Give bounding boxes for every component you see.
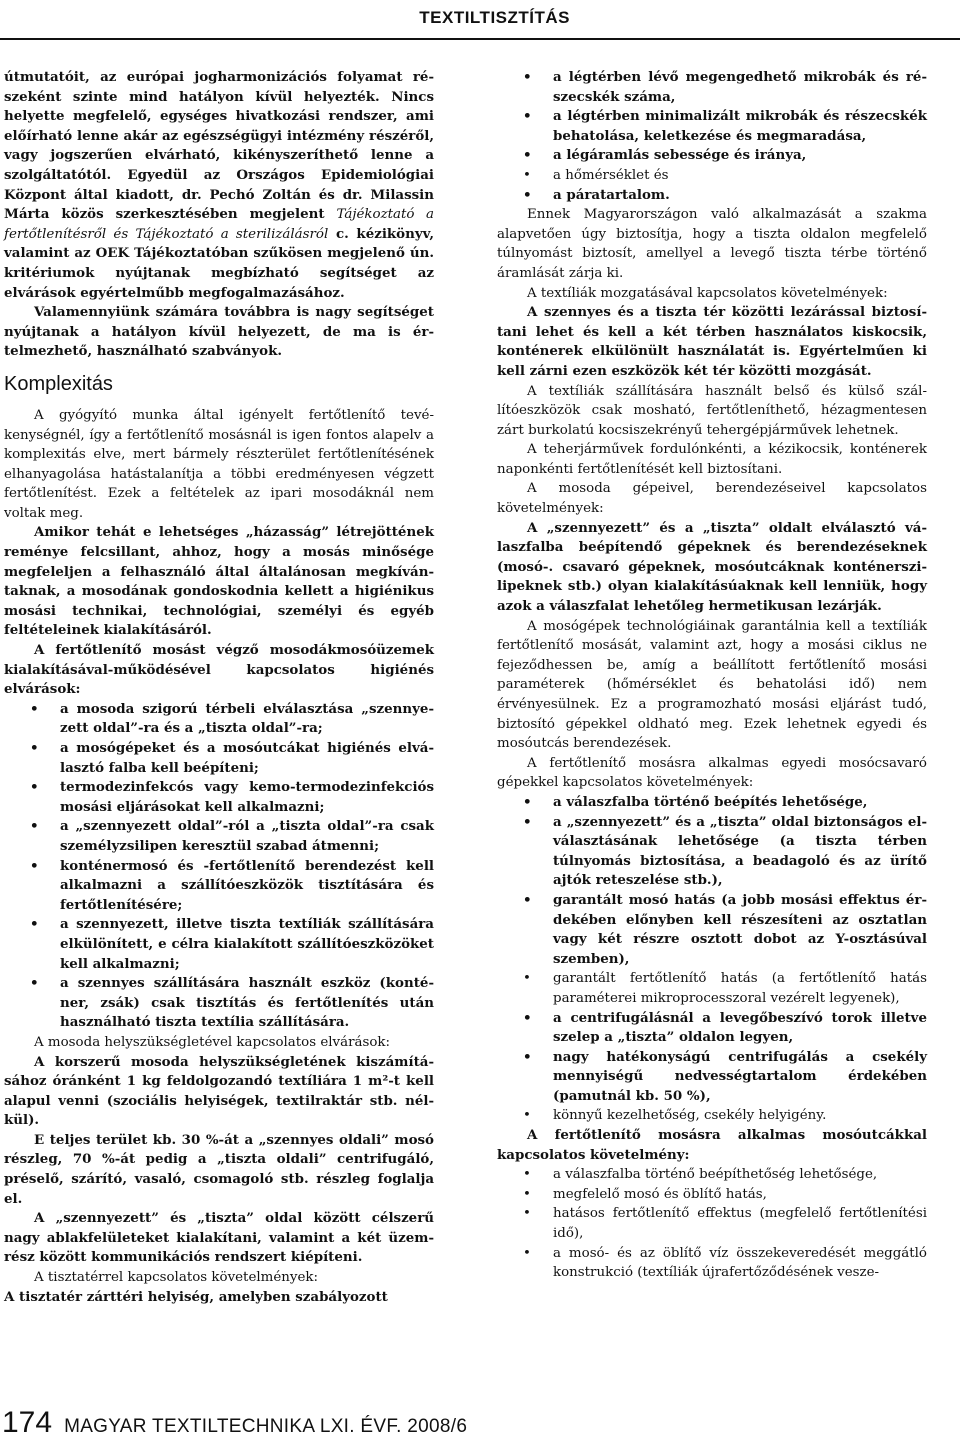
requirements-list — [4, 700, 434, 1033]
list-item: • garantált mosó hatás (a jobb mosási effektus érdekében előnyben kell részesíteni az osztatlan vagy két részre osztott dobot az Y-osztásúval szemben), — [497, 891, 927, 969]
paragraph: A mosoda helyszükségletével kapcsolatos elvárások: — [34, 1034, 391, 1050]
paragraph: A tisztatérrel kapcsolatos követelmények: — [34, 1270, 319, 1286]
list-item: • a mosó- és az öblítő víz összekeveredését meggátló konstrukció (textíliák újrafertőződésének vesze- — [497, 1244, 927, 1283]
list-item: • a válaszfalba történő beépítés lehetősége, — [497, 793, 927, 813]
washer-requirements-list — [497, 793, 927, 1126]
list-item: • a hőmérséklet és — [497, 166, 927, 186]
right-column — [497, 68, 927, 1283]
list-item: • a szennyes szállítására használt eszköz (konténer, zsák) csak tisztítás és fertőtlenítés után használható tiszta textília szállítására. — [4, 974, 434, 1033]
paragraph: A szennyes és a tiszta tér közötti lezárással biztosítani lehet és kell a két térben használatos kiskocsik, konténerek elkülönült használatát is. Egyértelműen ki kell zárni ezen eszközök két tér közötti mozgását. — [497, 304, 927, 379]
paragraph: A fertőtlenítő mosást végző mosodákmosóüzemek kialakításával-működésével kapcsolatos higiénés elvárások: — [4, 642, 434, 698]
list-item: • a légtérben minimalizált mikrobák és részecskék behatolása, keletkezése és megmaradása, — [497, 107, 927, 146]
page-number: 174 — [2, 1406, 53, 1439]
list-item: • a páratartalom. — [497, 186, 927, 206]
list-item: • a légáramlás sebessége és iránya, — [497, 146, 927, 166]
paragraph: A fertőtlenítő mosásra alkalmas mosóutcákkal kapcsolatos követelmény: — [497, 1127, 927, 1163]
paragraph: Amikor tehát e lehetséges „házasság” létrejöttének reménye felcsillant, ahhoz, hogy a mosás minősége megfeleljen a felhasználó által általánosan megkívántaknak, a mosodának gondoskodnia kellett a higiénikus mosási technikai, technológiai, személyi és egyéb feltételeinek kialakításáról. — [4, 524, 434, 639]
section-heading: Komplexitás — [4, 372, 113, 395]
section-title: TEXTILTISZTÍTÁS — [419, 8, 570, 27]
list-item: • garantált fertőtlenítő hatás (a fertőtlenítő hatás paraméterei mikroprocesszoral vezérelt legyenek), — [497, 969, 927, 1008]
paragraph: A gyógyító munka által igényelt fertőtlenítő tevékenységnél, így a fertőtlenítő mosásnál is igen fontos alapelv a komplexitás elve, mert bármely részterület fertőtlenítésének elhanyagolása hatástalanítja a többi eredményesen végzett fertőtlenítést. Ezek a feltételek az ipari mosodáknál nem voltak meg. — [4, 407, 434, 521]
paragraph: A mosoda gépeivel, berendezéseivel kapcsolatos követelmények: — [497, 481, 927, 517]
list-item: • a szennyezett, illetve tiszta textíliák szállítására elkülönített, e célra kialakított szállítóeszközöket kell alkalmazni; — [4, 915, 434, 974]
paragraph: A mosógépek technológiáinak garantálnia kell a textíliák fertőtlenítő mosását, valamint azt, hogy a mosási ciklus ne fejeződhessen be, amíg a beállított fertőtlenítő mosási paraméterek (hőmérséklet és behatolási idő) nem érvényesülnek. Ez a programozható mosási eljárást tudó, biztosító gépekkel oldható meg. Ezek lehetnek egyedi és mosóutcás berendezések. — [497, 618, 927, 752]
page-footer — [2, 1406, 602, 1442]
list-item: • a mosógépeket és a mosóutcákat higiénés elválasztó falba kell beépíteni; — [4, 739, 434, 778]
paragraph: Valamennyiünk számára továbbra is nagy segítséget nyújtanak a hatályon kívül helyezett, de ma is értelmezhető, használható szabványok. — [4, 304, 434, 360]
list-item: • megfelelő mosó és öblítő hatás, — [497, 1185, 927, 1205]
left-column — [4, 68, 434, 1307]
list-item: • a „szennyezett” és a „tiszta” oldal biztonságos elválasztásának lehetősége (a tiszta térben túlnyomás biztosítása, a beadagoló és az ürítő ajtók reteszelése stb.), — [497, 813, 927, 891]
list-item: • a centrifugálásnál a levegőbeszívó torok illetve szelep a „tiszta” oldalon legyen, — [497, 1009, 927, 1048]
paragraph: A fertőtlenítő mosásra alkalmas egyedi mosócsavaró gépekkel kapcsolatos követelmények: — [497, 755, 927, 791]
paragraph: A „szennyezett” és a „tiszta” oldalt elválasztó válaszfalba beépítendő gépeknek és berendezéseknek (mosó-. csavaró gépeknek, mosóutcáknak konténerszilipeknek stb.) olyan kialakításúaknak kell lenniük, hogy azok a válaszfalat lehetőleg hermetikusan lezárják. — [497, 519, 927, 615]
paragraph: Ennek Magyarországon való alkalmazását a szakma alapvetően úgy biztosítja, hogy a tiszta oldalon megfelelő túlnyomást biztosít, amellyel a levegő tiszta térbe történő áramlását zárja ki. — [497, 207, 927, 281]
list-item: • a légtérben lévő megengedhető mikrobák és részecskék száma, — [497, 68, 927, 107]
journal-name: MAGYAR TEXTILTECHNIKA LXI. ÉVF. 2008/6 — [64, 1416, 468, 1437]
list-item: • nagy hatékonyságú centrifugálás a csekély mennyiségű nedvességtartalom érdekében (pamutnál kb. 50 %), — [497, 1048, 927, 1107]
list-item: • konténermosó és -fertőtlenítő berendezést kell alkalmazni a szállítóeszközök tisztítására és fertőtlenítésére; — [4, 857, 434, 916]
paragraph: A korszerű mosoda helyszükségletének kiszámításához óránként 1 kg feldolgozandó textíliára 1 m²-t kell alapul venni (szociális helyiségek, textilraktár stb. nélkül). — [4, 1053, 434, 1129]
header-rule — [0, 38, 960, 40]
list-item: • könnyű kezelhetőség, csekély helyigény. — [497, 1106, 927, 1126]
list-item: • a „szennyezett oldal”-ról a „tiszta oldal”-ra csak személyzsilipen keresztül szabad átmenni; — [4, 817, 434, 856]
paragraph: A textíliák mozgatásával kapcsolatos követelmények: — [527, 285, 888, 301]
paragraph — [4, 68, 434, 303]
cleanroom-parameters-list — [497, 68, 927, 205]
page-header — [0, 0, 960, 46]
list-item: • termodezinfekcós vagy kemo-termodezinfekciós mosási eljárásokat kell alkalmazni; — [4, 778, 434, 817]
paragraph-text: útmutatóit, az európai jogharmonizációs folyamat részeként szinte mind hatályon kívül helyezték. Nincs helyette megfelelő, egységes hivatkozási rendszer, ami előírható lenne akár az egészségügyi intézmény részéről, vagy jogszerűen elvárható, kikényszeríthető lenne a szolgáltatótól. Egyedül az Országos Epidemiológiai Központ által kiadott, dr. Pechó Zoltán és dr. Milassin Márta közös szerkesztésében megjelent — [4, 69, 434, 223]
paragraph: E teljes terület kb. 30 %-át a „szennyes oldali” mosó részleg, 70 %-át pedig a „tiszta oldali” centrifugáló, préselő, szárító, vasaló, csomagoló stb. részleg foglalja el. — [4, 1131, 434, 1207]
paragraph: A teherjárművek fordulónkénti, a kézikocsik, konténerek naponkénti fertőtlenítését kell biztosítani. — [497, 442, 927, 477]
washer-line-requirements-list — [497, 1165, 927, 1283]
paragraph-text: c. kézikönyv, valamint az OEK Tájékoztatóban szűkösen megjelenő ún. kritériumok nyújtanak megbízható segítséget az elvárások egyértelműbb megfogalmazásához. — [4, 225, 434, 301]
list-item: • a válaszfalba történő beépíthetőség lehetősége, — [497, 1165, 927, 1185]
list-item: • hatásos fertőtlenítő effektus (megfelelő fertőtlenítési idő), — [497, 1204, 927, 1243]
paragraph: A textíliák szállítására használt belső és külső szállítóeszközök csak mosható, fertőtleníthető, hézagmentesen zárt burkolatú kocsiszekrényű tehergépjárművek lehetnek. — [497, 383, 927, 438]
list-item: • a mosoda szigorú térbeli elválasztása „szennyezett oldal”-ra és a „tiszta oldal”-ra; — [4, 700, 434, 739]
paragraph: A tisztatér zárttéri helyiség, amelyben szabályozott — [4, 1288, 388, 1305]
publication-title: Tájékoztató a fertőtlenítésről és Tájékoztató a sterilizálásról — [4, 207, 434, 242]
paragraph: A „szennyezett” és „tiszta” oldal között célszerű nagy ablakfelületeket kialakítani, valamint a két üzemrész között kommunikációs rendszert kiépíteni. — [4, 1210, 434, 1266]
